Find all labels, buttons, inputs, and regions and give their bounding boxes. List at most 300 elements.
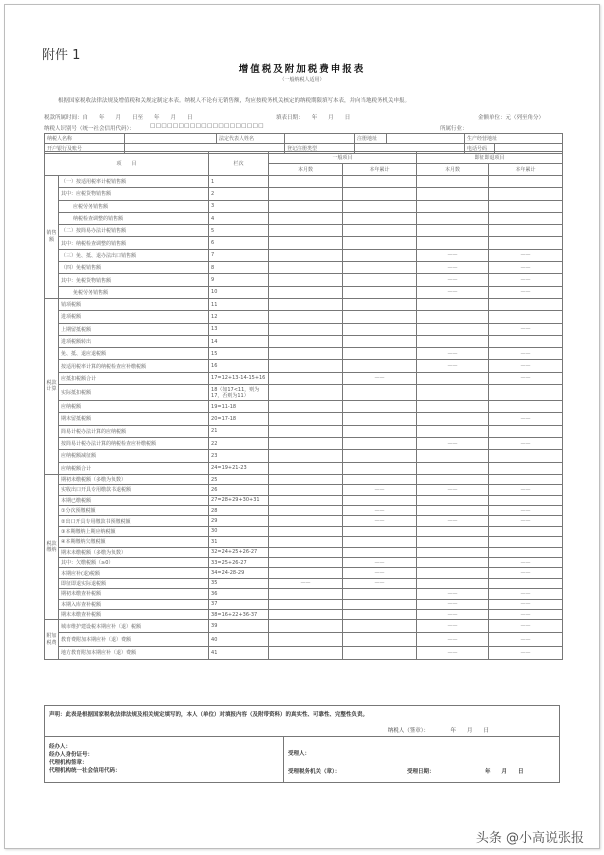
form-title: 增值税及附加税费申报表 [238, 64, 366, 75]
row-line: 26 [209, 485, 269, 495]
industry-label: 所属行业： [440, 126, 468, 132]
amount-cell[interactable] [343, 450, 417, 462]
disabled-cell: —— [417, 286, 489, 298]
disabled-cell: —— [489, 646, 563, 659]
reg-address-field[interactable] [387, 134, 465, 144]
disabled-cell: —— [489, 372, 563, 384]
disabled-cell: —— [489, 633, 563, 646]
row-item: 应纳税额 [59, 401, 209, 413]
row-item: 应税劳务销售额 [59, 200, 209, 212]
table-row [45, 474, 563, 484]
disabled-cell: —— [489, 274, 563, 286]
amount-cell[interactable] [343, 474, 417, 484]
amount-cell[interactable] [269, 568, 343, 578]
disabled-cell: —— [417, 589, 489, 599]
row-line: 18（如17<11，则为17，否则为11） [209, 385, 269, 401]
table-row [45, 200, 563, 212]
amount-cell[interactable] [417, 425, 489, 437]
row-item: 本期已缴税额 [59, 495, 209, 505]
table-row [45, 437, 563, 449]
agent-info [49, 743, 121, 775]
amount-cell[interactable] [269, 620, 343, 633]
row-item: 本期应补(退)税额 [59, 568, 209, 578]
amount-cell[interactable] [417, 568, 489, 578]
table-row [45, 516, 563, 526]
table-row [45, 274, 563, 286]
amount-cell[interactable] [343, 413, 417, 425]
row-item: 进项税额 [59, 311, 209, 323]
intro-text: 根据国家税收法律法规及增值税和关规定制定本表。纳税人不论有无销售额，均应按税务机关核定的纳税期限填写本表，并向当地税务机关申报。 [58, 98, 411, 104]
amount-cell[interactable] [343, 620, 417, 633]
amount-cell[interactable] [343, 335, 417, 347]
row-line: 3 [209, 200, 269, 212]
disabled-cell: —— [417, 348, 489, 360]
disabled-cell: —— [489, 516, 563, 526]
row-line: 2 [209, 188, 269, 200]
row-line: 36 [209, 589, 269, 599]
amount-cell[interactable] [269, 348, 343, 360]
row-line: 20=17-18 [209, 413, 269, 425]
disabled-cell: —— [489, 599, 563, 609]
amount-cell[interactable] [269, 474, 343, 484]
amount-cell[interactable] [489, 474, 563, 484]
disabled-cell: —— [343, 485, 417, 495]
row-item: 实收出口开具专用缴款书退税额 [59, 485, 209, 495]
phone-label: 电话号码 [465, 144, 495, 154]
amount-cell[interactable] [269, 286, 343, 298]
table-row [45, 413, 563, 425]
row-line: 30 [209, 526, 269, 536]
amount-cell[interactable] [417, 474, 489, 484]
declaration-date: 年 月 日 [450, 728, 489, 734]
amount-cell[interactable] [417, 526, 489, 536]
disabled-cell: —— [417, 646, 489, 659]
amount-cell[interactable] [489, 188, 563, 200]
amount-cell[interactable] [417, 401, 489, 413]
header-line: 栏次 [209, 152, 269, 176]
amount-cell[interactable] [417, 225, 489, 237]
amount-cell[interactable] [489, 526, 563, 536]
disabled-cell: —— [489, 262, 563, 274]
amount-cell[interactable] [269, 425, 343, 437]
amount-cell[interactable] [489, 450, 563, 462]
amount-cell[interactable] [417, 450, 489, 462]
declaration-sign[interactable]: 纳税人（签章）： [387, 728, 429, 734]
disabled-cell: —— [489, 506, 563, 516]
disabled-cell: —— [489, 348, 563, 360]
section-surtax: 附加税费 [45, 620, 59, 660]
table-row [45, 646, 563, 659]
amount-cell[interactable] [343, 589, 417, 599]
row-line: 31 [209, 537, 269, 547]
row-item: 城市维护建设税本期应补（退）税额 [59, 620, 209, 633]
row-line: 40 [209, 633, 269, 646]
row-line: 22 [209, 437, 269, 449]
row-item: 教育费附加本期应补（退）费额 [59, 633, 209, 646]
row-line: 28 [209, 506, 269, 516]
amount-cell[interactable] [343, 526, 417, 536]
row-line: 14 [209, 335, 269, 347]
amount-cell[interactable] [417, 495, 489, 505]
amount-cell[interactable] [417, 385, 489, 401]
watermark: 头条 @小高说张报 [475, 831, 584, 846]
amount-cell[interactable] [343, 274, 417, 286]
reg-address-label: 注册地址 [355, 134, 387, 144]
row-item: 其中：免税货物销售额 [59, 274, 209, 286]
agent-label: 经办人： [49, 744, 72, 750]
tax-period: 税款所属时间：自 年 月 日至 年 月 日 [44, 115, 193, 121]
amount-cell[interactable] [343, 385, 417, 401]
amount-cell[interactable] [489, 547, 563, 557]
legal-rep-field[interactable] [285, 134, 355, 144]
disabled-cell: —— [489, 249, 563, 261]
row-line: 9 [209, 274, 269, 286]
taxpayer-name-label: 纳税人名称 [45, 134, 125, 144]
row-line: 19=11-18 [209, 401, 269, 413]
amount-cell[interactable] [343, 401, 417, 413]
disabled-cell: —— [489, 286, 563, 298]
amount-cell[interactable] [343, 437, 417, 449]
row-item: ①分次预缴税额 [59, 506, 209, 516]
row-item: 免、抵、退应退税额 [59, 348, 209, 360]
attachment-label: 附件 1 [42, 48, 81, 63]
amount-cell[interactable] [269, 237, 343, 249]
amount-cell[interactable] [489, 200, 563, 212]
row-line: 8 [209, 262, 269, 274]
header-general-year: 本年累计 [343, 164, 417, 176]
amount-cell[interactable] [489, 537, 563, 547]
header-general: 一般项目 [269, 152, 417, 164]
amount-cell[interactable] [343, 599, 417, 609]
taxpayer-id-boxes: □□□□□□□□□□□□□□□□□□□□ [150, 123, 264, 129]
amount-cell[interactable] [343, 286, 417, 298]
amount-cell[interactable] [489, 311, 563, 323]
row-item: 期初未缴查补税额 [59, 589, 209, 599]
row-line: 16 [209, 360, 269, 372]
bank-account-label: 开户银行及账号 [45, 144, 125, 154]
amount-cell[interactable] [269, 298, 343, 310]
amount-unit: 金额单位：元（列至角分） [478, 115, 545, 121]
table-row [45, 462, 563, 474]
amount-cell[interactable] [417, 335, 489, 347]
amount-cell[interactable] [269, 485, 343, 495]
amount-cell[interactable] [417, 547, 489, 557]
amount-cell[interactable] [269, 633, 343, 646]
amount-cell[interactable] [269, 225, 343, 237]
row-line: 35 [209, 578, 269, 588]
declaration-text: 声明：此表是根据国家税收法律法规及相关规定填写的，本人（单位）对填报内容（及附带资料）的真实性、可靠性、完整性负责。 [49, 712, 369, 718]
row-item: 应抵扣税额合计 [59, 372, 209, 384]
amount-cell[interactable] [489, 495, 563, 505]
table-row [45, 311, 563, 323]
amount-cell[interactable] [489, 298, 563, 310]
amount-cell[interactable] [417, 176, 489, 188]
amount-cell[interactable] [343, 609, 417, 619]
amount-cell[interactable] [343, 298, 417, 310]
amount-cell[interactable] [269, 537, 343, 547]
disabled-cell: —— [417, 360, 489, 372]
section-sales: 销售额 [45, 176, 59, 299]
row-line: 25 [209, 474, 269, 484]
table-row [45, 372, 563, 384]
row-line: 12 [209, 311, 269, 323]
amount-cell[interactable] [269, 249, 343, 261]
amount-cell[interactable] [269, 188, 343, 200]
table-row [45, 450, 563, 462]
header-general-month: 本月数 [269, 164, 343, 176]
amount-cell[interactable] [417, 557, 489, 567]
table-row [45, 609, 563, 619]
row-line: 11 [209, 298, 269, 310]
reg-type-label: 登记注册类型 [285, 144, 355, 154]
receiver-label: 受理人： [288, 751, 311, 757]
tax-office-label: 受理税务机关（章）： [288, 769, 341, 775]
table-row [45, 298, 563, 310]
amount-cell[interactable] [269, 360, 343, 372]
amount-cell[interactable] [489, 237, 563, 249]
row-item: 本期入库查补税额 [59, 599, 209, 609]
row-item: 其中：欠缴税额（≥0） [59, 557, 209, 567]
amount-cell[interactable] [417, 237, 489, 249]
amount-cell[interactable] [343, 633, 417, 646]
row-item: 销项税额 [59, 298, 209, 310]
agent-id-label: 经办人身份证号： [49, 752, 94, 758]
amount-cell[interactable] [417, 200, 489, 212]
disabled-cell: —— [269, 578, 343, 588]
amount-cell[interactable] [269, 323, 343, 335]
amount-cell[interactable] [343, 323, 417, 335]
section-tax-paid: 税款缴纳 [45, 474, 59, 619]
row-item: （一）按适用税率计税销售额 [59, 176, 209, 188]
row-line: 24=19+21-23 [209, 462, 269, 474]
row-item: 即征即退实际退税额 [59, 578, 209, 588]
amount-cell[interactable] [489, 225, 563, 237]
amount-cell[interactable] [417, 323, 489, 335]
disabled-cell: —— [343, 372, 417, 384]
header-item: 项 目 [45, 152, 209, 176]
row-line: 15 [209, 348, 269, 360]
header-refund-year: 本年累计 [489, 164, 563, 176]
amount-cell[interactable] [489, 212, 563, 224]
taxpayer-id-label: 纳税人识别号（统一社会信用代码）： [44, 126, 135, 132]
amount-cell[interactable] [269, 401, 343, 413]
amount-cell[interactable] [269, 589, 343, 599]
amount-cell[interactable] [417, 298, 489, 310]
row-item: 免税劳务销售额 [59, 286, 209, 298]
amount-cell[interactable] [343, 646, 417, 659]
row-item: 其中：应税货物销售额 [59, 188, 209, 200]
amount-cell[interactable] [417, 578, 489, 588]
table-row [45, 323, 563, 335]
amount-cell[interactable] [269, 437, 343, 449]
disabled-cell: —— [417, 620, 489, 633]
amount-cell[interactable] [343, 537, 417, 547]
table-row [45, 188, 563, 200]
receive-date: 年 月 日 [485, 769, 524, 775]
row-line: 23 [209, 450, 269, 462]
amount-cell[interactable] [343, 462, 417, 474]
table-row [45, 495, 563, 505]
amount-cell[interactable] [417, 413, 489, 425]
amount-cell[interactable] [343, 262, 417, 274]
amount-cell[interactable] [269, 335, 343, 347]
amount-cell[interactable] [343, 348, 417, 360]
row-item: （二）按简易办法计税销售额 [59, 225, 209, 237]
disabled-cell: —— [343, 516, 417, 526]
disabled-cell: —— [417, 516, 489, 526]
table-row [45, 537, 563, 547]
table-row [45, 212, 563, 224]
row-line: 21 [209, 425, 269, 437]
disabled-cell: —— [417, 274, 489, 286]
amount-cell[interactable] [269, 506, 343, 516]
row-item: 期末未缴税额（多缴为负数） [59, 547, 209, 557]
row-item: （三）免、抵、退办法出口销售额 [59, 249, 209, 261]
amount-cell[interactable] [489, 578, 563, 588]
disabled-cell: —— [489, 323, 563, 335]
taxpayer-name-field[interactable] [125, 134, 217, 144]
table-row [45, 385, 563, 401]
disabled-cell: —— [489, 609, 563, 619]
disabled-cell: —— [489, 568, 563, 578]
amount-cell[interactable] [417, 212, 489, 224]
row-line: 27=28+29+30+31 [209, 495, 269, 505]
row-item: 进项税额转出 [59, 335, 209, 347]
row-line: 7 [209, 249, 269, 261]
amount-cell[interactable] [269, 557, 343, 567]
amount-cell[interactable] [269, 516, 343, 526]
table-row [45, 262, 563, 274]
table-row [45, 620, 563, 633]
row-line: 39 [209, 620, 269, 633]
amount-cell[interactable] [489, 425, 563, 437]
row-line: 17=12+13-14-15+16 [209, 372, 269, 384]
amount-cell[interactable] [343, 360, 417, 372]
row-line: 34=24-28-29 [209, 568, 269, 578]
table-row [45, 568, 563, 578]
table-row [45, 360, 563, 372]
amount-cell[interactable] [343, 425, 417, 437]
amount-cell[interactable] [269, 372, 343, 384]
row-item: 应纳税额合计 [59, 462, 209, 474]
row-item: 地方教育附加本期应补（退）费额 [59, 646, 209, 659]
table-row [45, 547, 563, 557]
header-refund: 即征即退项目 [417, 152, 563, 164]
amount-cell[interactable] [269, 646, 343, 659]
disabled-cell: —— [417, 437, 489, 449]
disabled-cell: —— [343, 506, 417, 516]
disabled-cell: —— [417, 609, 489, 619]
amount-cell[interactable] [489, 335, 563, 347]
amount-cell[interactable] [269, 176, 343, 188]
disabled-cell: —— [343, 557, 417, 567]
amount-cell[interactable] [417, 372, 489, 384]
disabled-cell: —— [489, 360, 563, 372]
amount-cell[interactable] [343, 547, 417, 557]
amount-cell[interactable] [489, 401, 563, 413]
row-item: 上期留抵税额 [59, 323, 209, 335]
amount-cell[interactable] [269, 200, 343, 212]
declaration-table [44, 151, 563, 660]
disabled-cell: —— [417, 262, 489, 274]
amount-cell[interactable] [269, 599, 343, 609]
amount-cell[interactable] [269, 609, 343, 619]
amount-cell[interactable] [489, 176, 563, 188]
amount-cell[interactable] [417, 506, 489, 516]
table-row [45, 425, 563, 437]
amount-cell[interactable] [269, 495, 343, 505]
row-item: 其中：纳税检查调整的销售额 [59, 237, 209, 249]
row-line: 4 [209, 212, 269, 224]
fill-date: 填表日期： 年 月 日 [276, 115, 351, 121]
amount-cell[interactable] [269, 526, 343, 536]
row-item: ④本期缴纳欠缴税额 [59, 537, 209, 547]
row-line: 41 [209, 646, 269, 659]
disabled-cell: —— [489, 485, 563, 495]
row-line: 37 [209, 599, 269, 609]
disabled-cell: —— [343, 578, 417, 588]
amount-cell[interactable] [417, 462, 489, 474]
amount-cell[interactable] [343, 249, 417, 261]
disabled-cell: —— [343, 568, 417, 578]
amount-cell[interactable] [269, 262, 343, 274]
amount-cell[interactable] [269, 462, 343, 474]
acceptance-divider [283, 737, 284, 782]
agency-credit-code-label: 代理机构统一社会信用代码： [49, 768, 121, 774]
amount-cell[interactable] [417, 537, 489, 547]
table-row [45, 237, 563, 249]
amount-cell[interactable] [343, 176, 417, 188]
table-row [45, 249, 563, 261]
disabled-cell: —— [489, 437, 563, 449]
amount-cell[interactable] [269, 274, 343, 286]
amount-cell[interactable] [269, 413, 343, 425]
table-row [45, 526, 563, 536]
amount-cell[interactable] [269, 547, 343, 557]
amount-cell[interactable] [417, 188, 489, 200]
row-item: 简易计税办法计算的应纳税额 [59, 425, 209, 437]
row-item: 纳税检查调整的销售额 [59, 212, 209, 224]
amount-cell[interactable] [343, 188, 417, 200]
amount-cell[interactable] [269, 212, 343, 224]
amount-cell[interactable] [343, 225, 417, 237]
table-row [45, 286, 563, 298]
amount-cell[interactable] [489, 385, 563, 401]
header-refund-month: 本月数 [417, 164, 489, 176]
amount-cell[interactable] [343, 495, 417, 505]
table-row [45, 589, 563, 599]
amount-cell[interactable] [269, 450, 343, 462]
declaration-box [44, 705, 560, 737]
amount-cell[interactable] [489, 462, 563, 474]
amount-cell[interactable] [343, 311, 417, 323]
amount-cell[interactable] [343, 237, 417, 249]
row-line: 5 [209, 225, 269, 237]
amount-cell[interactable] [343, 200, 417, 212]
form-subtitle: （一般纳税人适用） [279, 77, 325, 83]
table-row [45, 176, 563, 188]
amount-cell[interactable] [269, 311, 343, 323]
amount-cell[interactable] [417, 311, 489, 323]
row-item: 期末未缴查补税额 [59, 609, 209, 619]
amount-cell[interactable] [343, 212, 417, 224]
table-row [45, 335, 563, 347]
row-item: （四）免税销售额 [59, 262, 209, 274]
row-item: ③本期缴纳上期应纳税额 [59, 526, 209, 536]
row-line: 1 [209, 176, 269, 188]
amount-cell[interactable] [269, 385, 343, 401]
row-item: 实际抵扣税额 [59, 385, 209, 401]
